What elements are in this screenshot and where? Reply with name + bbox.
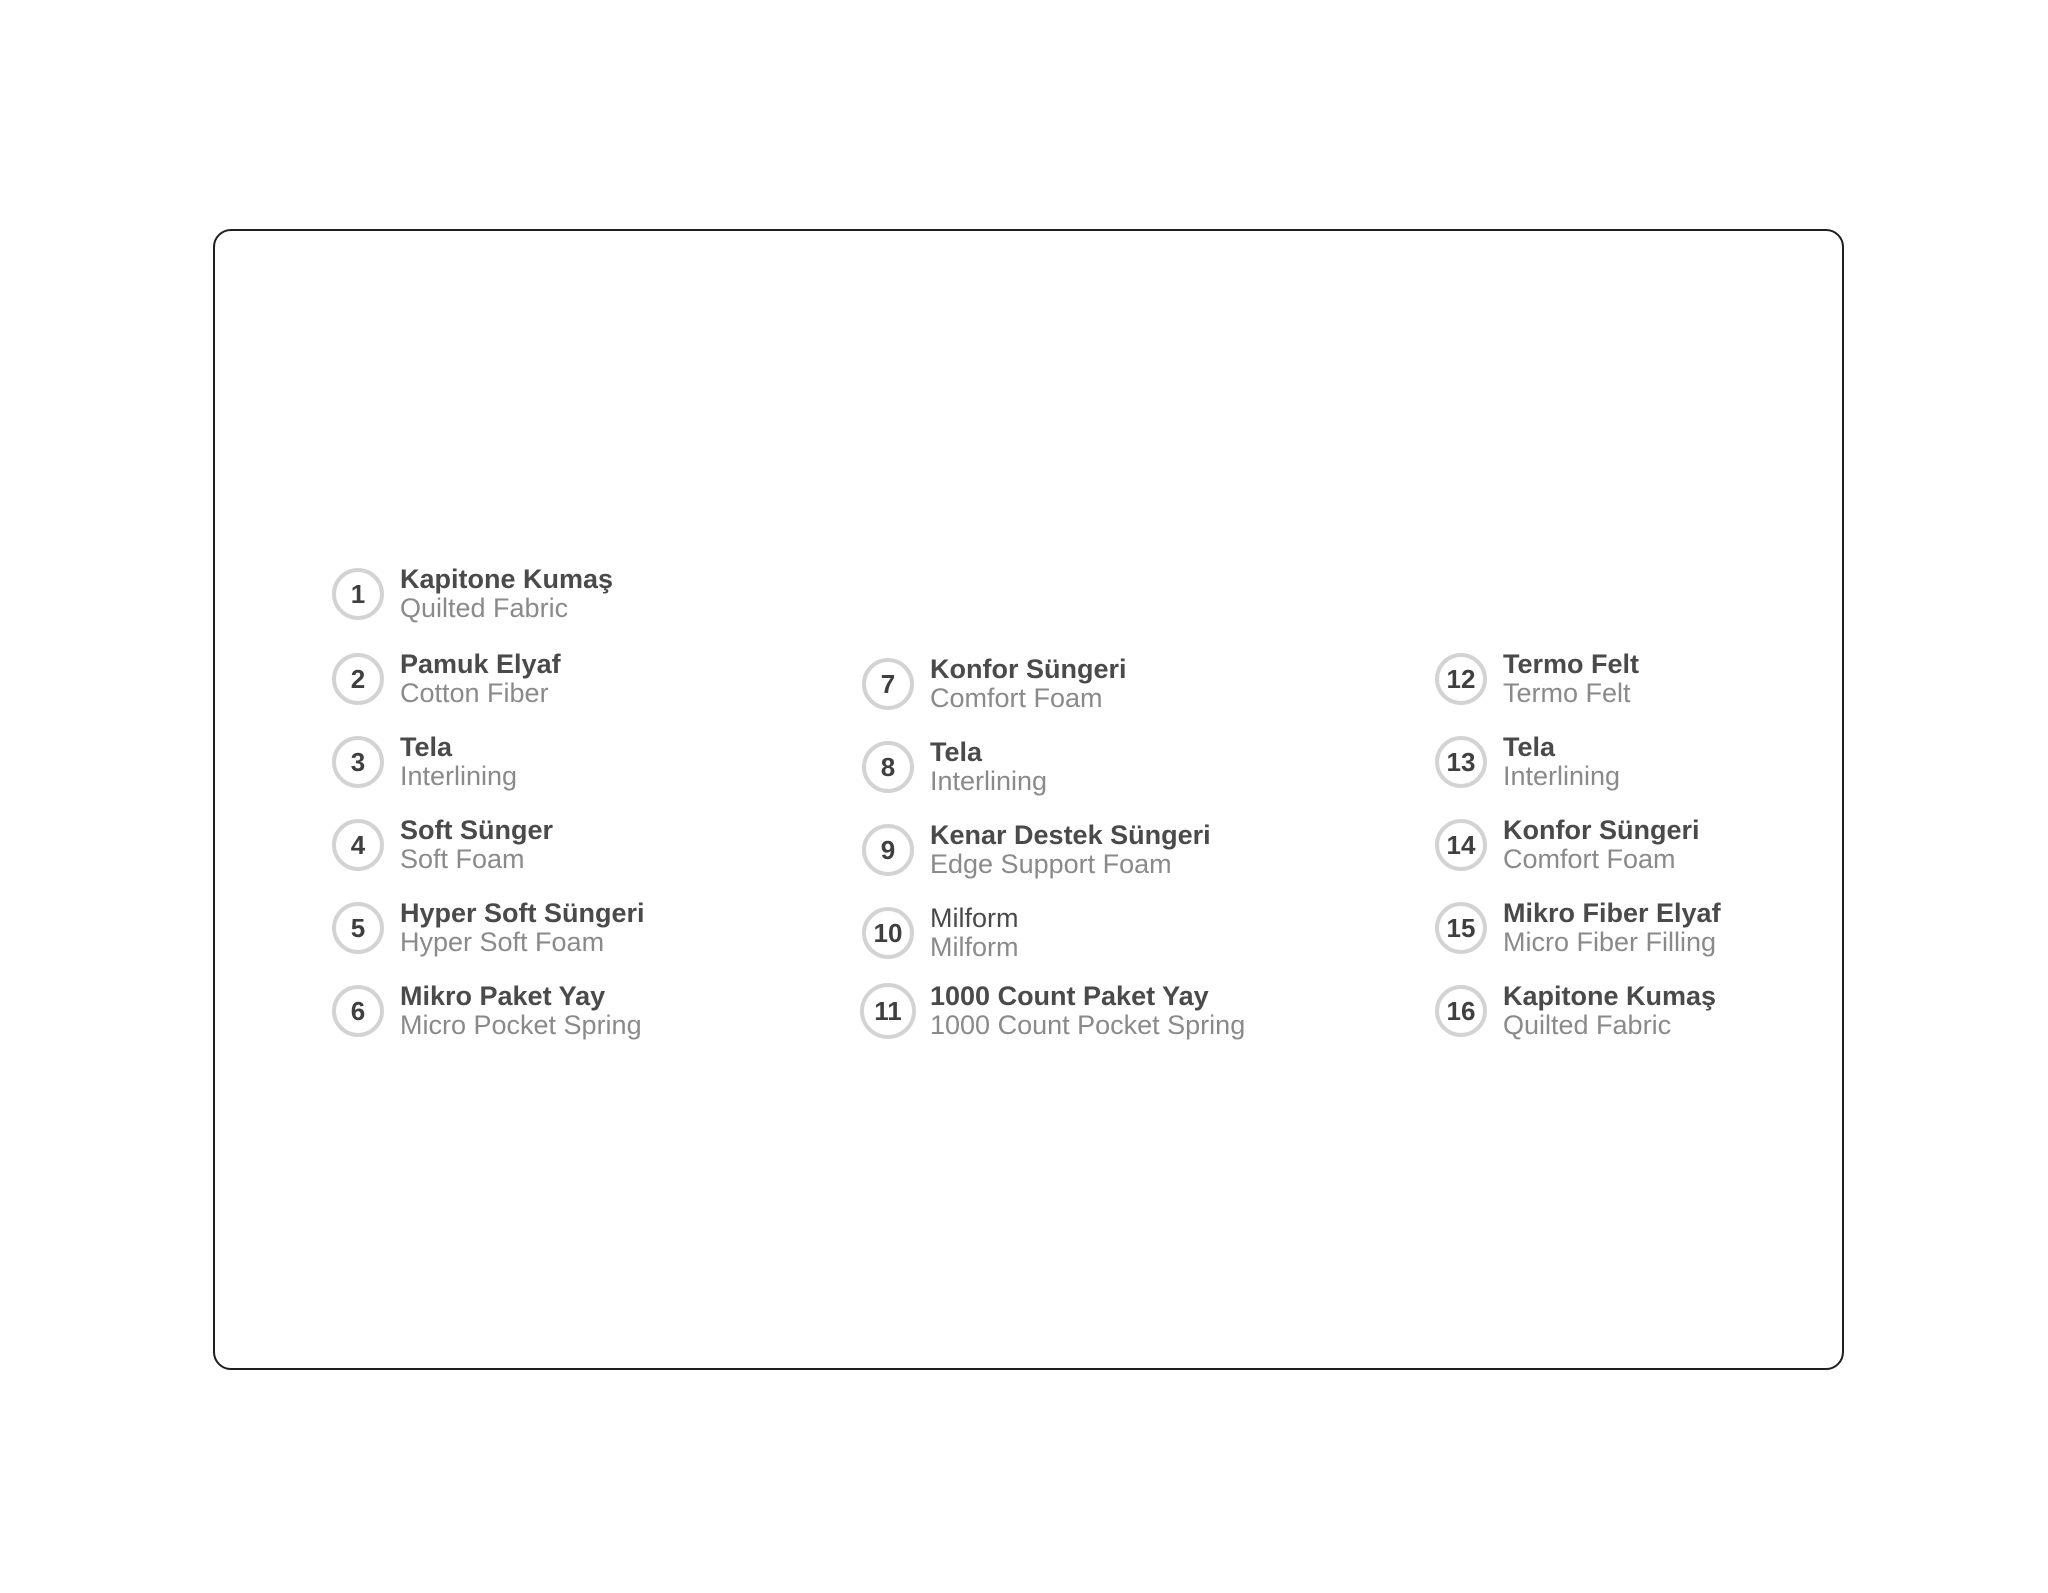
- layer-number-badge: 9: [862, 824, 914, 876]
- layer-name-en: 1000 Count Pocket Spring: [930, 1010, 1246, 1040]
- layer-name-en: Comfort Foam: [1503, 844, 1676, 874]
- layer-number-badge: 7: [862, 658, 914, 710]
- layer-item-4: [332, 814, 553, 876]
- layer-name-en: Hyper Soft Foam: [400, 927, 605, 957]
- layer-number-badge: 1: [332, 568, 384, 620]
- layer-number-badge: 3: [332, 736, 384, 788]
- layer-name-en: Soft Foam: [400, 844, 525, 874]
- layer-name-tr: Kapitone Kumaş: [400, 564, 614, 594]
- layer-name-tr: Hyper Soft Süngeri: [400, 898, 645, 928]
- layer-number-badge: 13: [1435, 736, 1487, 788]
- layer-number-badge: 5: [332, 902, 384, 954]
- layer-number-badge: 8: [862, 741, 914, 793]
- layer-name-tr: Konfor Süngeri: [1503, 815, 1700, 845]
- layer-item-10: [862, 902, 1019, 964]
- layer-name-tr: 1000 Count Paket Yay: [930, 981, 1209, 1011]
- layer-number-badge: 12: [1435, 653, 1487, 705]
- layer-name-tr: Soft Sünger: [400, 815, 553, 845]
- layer-number-badge: 4: [332, 819, 384, 871]
- layer-name-en: Micro Fiber Filling: [1503, 927, 1717, 957]
- layer-name-tr: Tela: [1503, 732, 1556, 762]
- layer-number-badge: 10: [862, 907, 914, 959]
- layer-number-badge: 11: [860, 983, 916, 1039]
- layer-item-7: [862, 653, 1127, 715]
- layer-name-tr: Tela: [400, 732, 453, 762]
- layer-item-5: [332, 897, 645, 959]
- layer-name-tr: Mikro Fiber Elyaf: [1503, 898, 1721, 928]
- layer-item-1: [332, 563, 613, 625]
- layer-name-en: Termo Felt: [1503, 678, 1631, 708]
- layer-number-badge: 14: [1435, 819, 1487, 871]
- layer-name-tr: Tela: [930, 737, 983, 767]
- layer-item-14: [1435, 814, 1700, 876]
- layer-name-en: Quilted Fabric: [400, 593, 569, 623]
- layer-item-3: [332, 731, 517, 793]
- layer-number-badge: 6: [332, 985, 384, 1037]
- layer-name-en: Quilted Fabric: [1503, 1010, 1672, 1040]
- layer-name-tr: Pamuk Elyaf: [400, 649, 561, 679]
- layer-item-6: [332, 980, 642, 1042]
- layer-item-2: [332, 648, 561, 710]
- layer-name-en: Comfort Foam: [930, 683, 1103, 713]
- layer-name-en: Micro Pocket Spring: [400, 1010, 642, 1040]
- layer-name-tr: Kenar Destek Süngeri: [930, 820, 1211, 850]
- layer-item-8: [862, 736, 1047, 798]
- layer-name-en: Cotton Fiber: [400, 678, 549, 708]
- layer-item-11: [860, 980, 1245, 1042]
- layer-number-badge: 16: [1435, 985, 1487, 1037]
- layer-item-12: [1435, 648, 1639, 710]
- layer-item-15: [1435, 897, 1721, 959]
- layer-name-tr: Konfor Süngeri: [930, 654, 1127, 684]
- layer-name-tr: Kapitone Kumaş: [1503, 981, 1717, 1011]
- layer-name-tr: Milform: [930, 903, 1019, 933]
- layer-name-tr: Termo Felt: [1503, 649, 1640, 679]
- layer-item-9: [862, 819, 1211, 881]
- layer-number-badge: 2: [332, 653, 384, 705]
- diagram-frame: [213, 229, 1844, 1370]
- layer-item-16: [1435, 980, 1716, 1042]
- layer-name-tr: Mikro Paket Yay: [400, 981, 606, 1011]
- layer-name-en: Milform: [930, 932, 1019, 962]
- layer-name-en: Interlining: [400, 761, 518, 791]
- layer-item-13: [1435, 731, 1620, 793]
- layer-number-badge: 15: [1435, 902, 1487, 954]
- layer-name-en: Edge Support Foam: [930, 849, 1172, 879]
- layer-name-en: Interlining: [1503, 761, 1621, 791]
- layer-name-en: Interlining: [930, 766, 1048, 796]
